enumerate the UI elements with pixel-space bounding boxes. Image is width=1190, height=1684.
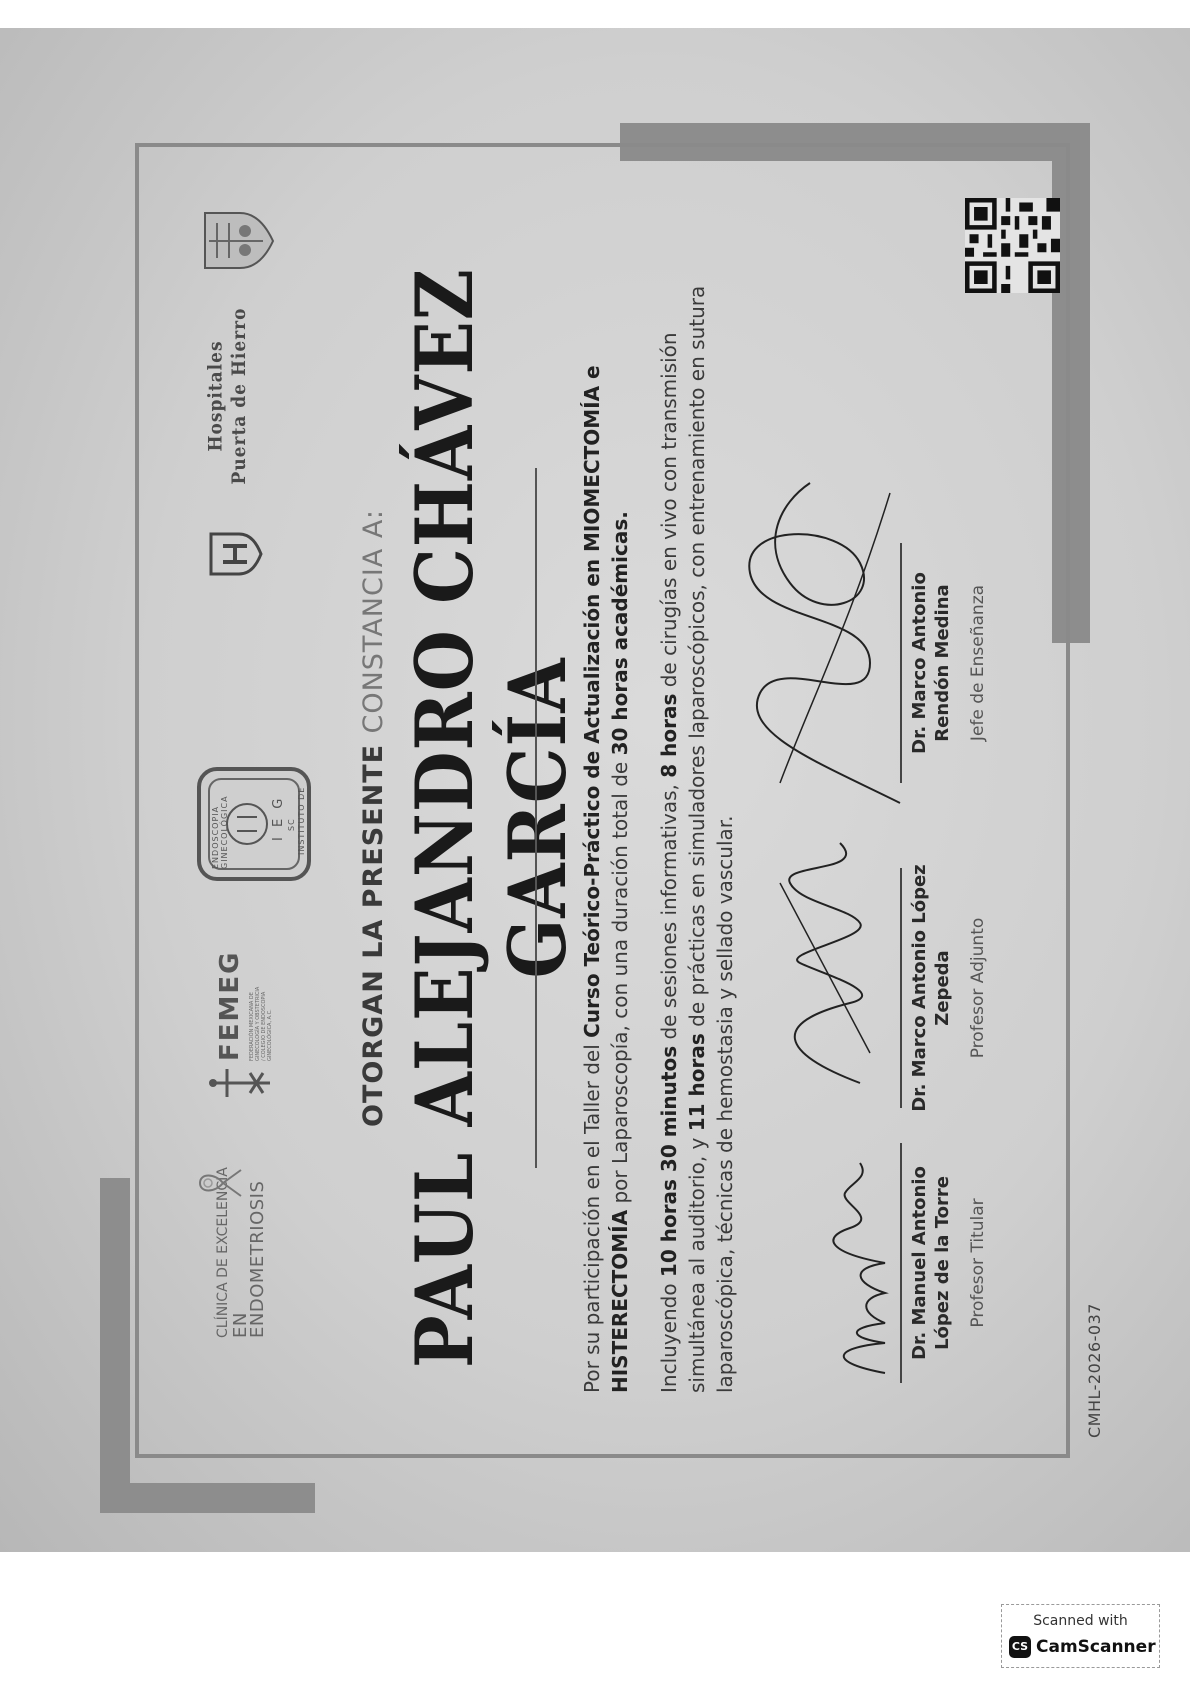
scanned-page: [0, 28, 1190, 1552]
signatory-1-name-line2: López de la Torre: [932, 1176, 953, 1350]
p2-text-g: de prácticas en simuladores laparoscópicos, con entrenamiento en sutura laparoscópica, técnicas de hemostasia y sellado vascular.: [685, 285, 737, 1393]
decorative-band: [100, 1178, 130, 1513]
p2-text-c: de sesiones informativas,: [657, 777, 681, 1046]
p2-text-a: Incluyendo: [657, 1277, 681, 1393]
logo-row: [195, 238, 306, 1338]
crest-icon: [195, 203, 275, 278]
signatory-1-name-line1: Dr. Manuel Antonio: [909, 1166, 930, 1360]
p2-practice-hours: 11 horas: [685, 1033, 709, 1132]
signatory-3-role: Jefe de Enseñanza: [968, 584, 988, 742]
p1-text-a: Por su participación en el Taller del: [580, 1037, 604, 1393]
signatory-3-name-line1: Dr. Marco Antonio: [909, 572, 930, 754]
p1-course-title: Curso Teórico-Práctico de Actualización en MIOMECTOMÍA e HISTERECTOMÍA: [580, 365, 632, 1393]
p2-surgery-hours: 8 horas: [657, 693, 681, 778]
p1-duration: 30 horas académicas.: [608, 511, 632, 756]
ieg-center-text: I E G: [271, 795, 286, 841]
university-crest: [195, 203, 275, 278]
ieg-sc-text: SC: [287, 818, 296, 831]
decorative-band: [100, 1483, 315, 1513]
certificate-code: CMHL-2026-037: [1085, 1303, 1104, 1438]
hospital-name: [204, 276, 251, 516]
course-description: [578, 243, 634, 1393]
hospital-line1: Hospitales: [204, 340, 227, 452]
qr-code: [965, 198, 1060, 293]
p2-sessions-hours: 10 horas 30 minutos: [657, 1045, 681, 1278]
signature-line: [900, 1143, 902, 1383]
ieg-logo: [195, 765, 313, 883]
camscanner-icon: CS: [1009, 1636, 1031, 1658]
clinica-endometriosis-logo: [215, 1153, 266, 1338]
ieg-bottom-text: INSTITUTO DE: [297, 786, 306, 855]
hospitales-puerta-de-hierro-logo: [195, 307, 285, 578]
femeg-figure-icon: [205, 1063, 275, 1103]
badge-top-text: Scanned with: [1033, 1613, 1128, 1629]
certificate-heading: [358, 123, 389, 1513]
heading-bold: OTORGAN LA PRESENTE: [358, 743, 389, 1127]
signatory-2: [900, 858, 988, 1118]
signature-lopez-de-la-torre: [790, 1133, 910, 1393]
camscanner-badge: [1001, 1604, 1160, 1668]
femeg-subtitle: FEDERACIÓN MEXICANA DE GINECOLOGÍA Y OBSTETRICIA / COLEGIO DE ENDOSCOPIA GINECOLÓGICA, A.C.: [249, 986, 273, 1061]
femeg-wordmark: FEMEG: [215, 950, 245, 1061]
signature-line: [900, 543, 902, 783]
ribbon-icon: [195, 1158, 245, 1208]
hospital-shield-icon: [207, 530, 263, 578]
hospital-line2: Puerta de Hierro: [228, 307, 251, 485]
femeg-logo: [205, 950, 275, 1103]
signature-rendon-medina: [720, 463, 910, 823]
signatory-1: [900, 1133, 988, 1393]
recipient-name: PAUL ALEJANDRO CHÁVEZ GARCÍA: [398, 268, 584, 1368]
signatory-3: [900, 533, 988, 793]
signatory-2-role: Profesor Adjunto: [968, 917, 988, 1059]
certificate: [100, 123, 1104, 1513]
signatory-3-name-line2: Rendón Medina: [932, 584, 953, 742]
signatory-2-name-line1: Dr. Marco Antonio López: [909, 864, 930, 1112]
clinica-line1: CLÍNICA DE EXCELENCIA: [215, 1167, 231, 1338]
signatory-1-role: Profesor Titular: [968, 1198, 988, 1328]
name-underline: [535, 468, 537, 1168]
heading-light: CONSTANCIA A:: [358, 509, 389, 734]
signature-line: [900, 868, 902, 1108]
ieg-top-text: ENDOSCOPIA GINECOLÓGICA: [211, 795, 229, 869]
signatory-2-name-line2: Zepeda: [932, 950, 953, 1026]
clinica-line2: EN ENDOMETRIOSIS: [230, 1180, 268, 1338]
badge-brand: CamScanner: [1036, 1637, 1156, 1657]
p1-text-c: por Laparoscopía, con una duración total de: [608, 755, 632, 1210]
signature-lopez-zepeda: [740, 813, 910, 1113]
p2-text-e: de cirugías en vivo con transmisión simultánea al auditorio, y: [657, 332, 709, 1393]
